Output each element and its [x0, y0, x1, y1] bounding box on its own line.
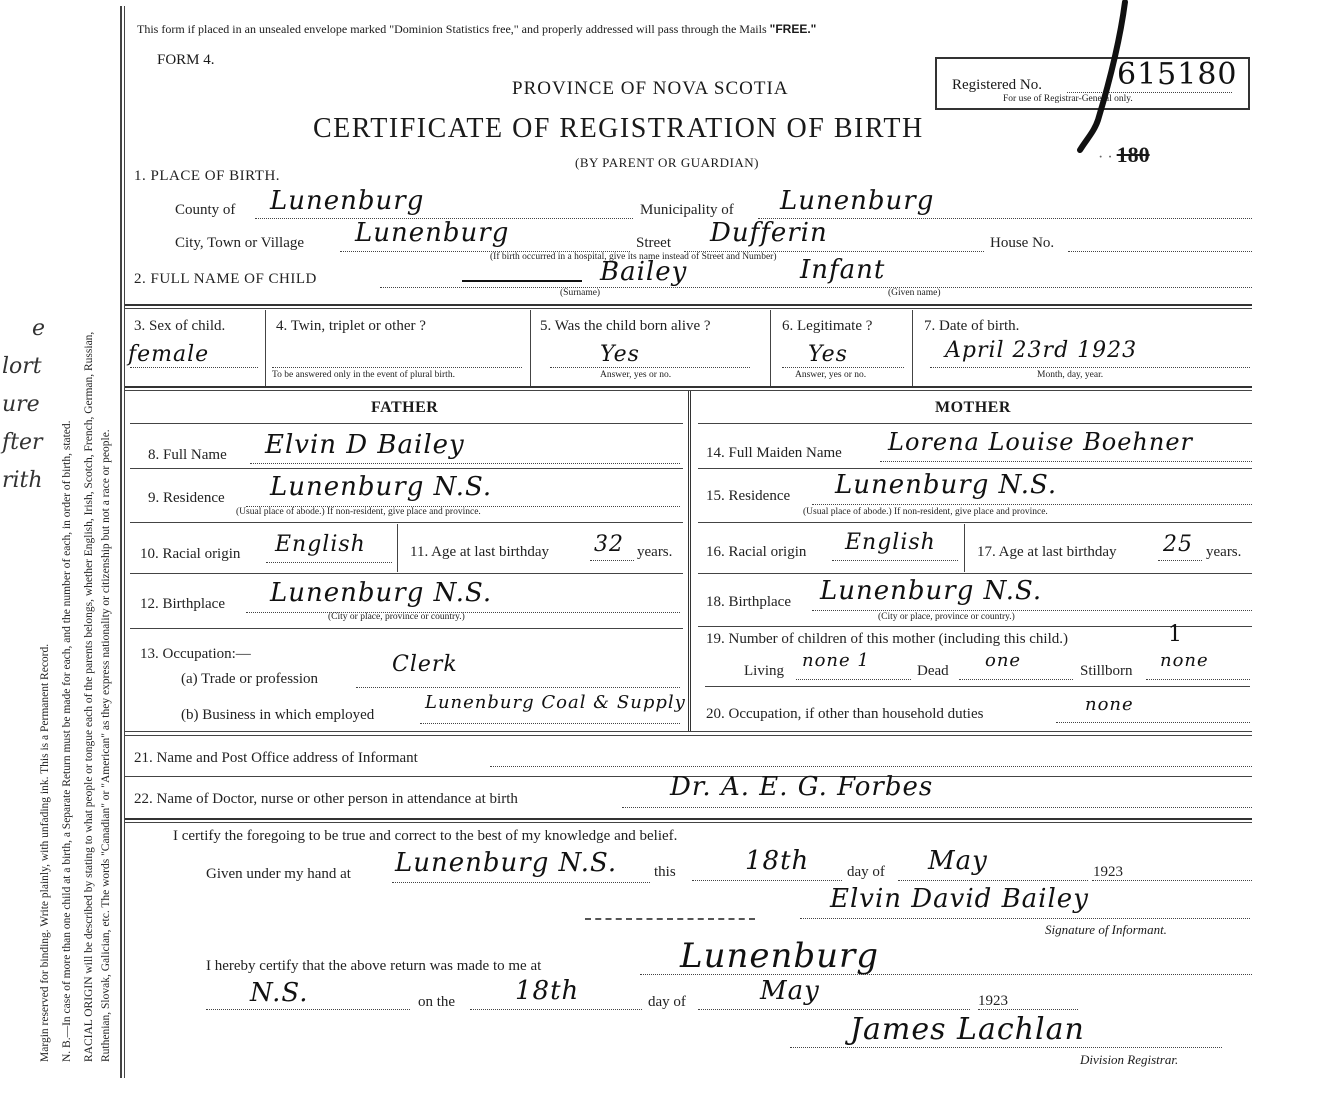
mother-rule-5	[705, 686, 1250, 687]
stamp-number: · · 180	[1098, 142, 1150, 167]
registrar-place-value: Lunenburg	[680, 936, 880, 976]
informant-signature-line	[800, 918, 1250, 919]
father-heading: FATHER	[371, 399, 439, 416]
dob-label: 7. Date of birth.	[924, 318, 1020, 334]
given-caption: (Given name)	[888, 288, 941, 298]
mother-res-line	[812, 504, 1252, 505]
mother-birth-label: 18. Birthplace	[706, 594, 791, 610]
sex-value: female	[128, 342, 210, 367]
mother-res-label: 15. Residence	[706, 488, 791, 504]
registrar-caption: Division Registrar.	[1080, 1052, 1179, 1067]
father-trade-line	[356, 687, 680, 688]
mother-rule-2	[698, 522, 1252, 523]
margin-note: lort	[2, 354, 42, 379]
registrar-month-line	[698, 1009, 970, 1010]
margin-handwritten-notes	[2, 310, 45, 500]
mother-name-value: Lorena Louise Boehner	[888, 428, 1194, 456]
margin-line-3: RACIAL ORIGIN will be described by stating to what people or tongue each of the parents belongs, whether English, Irish, Scotch, French, German, Russian,	[83, 331, 95, 1062]
mother-age-label: 17. Age at last birthday	[977, 544, 1117, 560]
margin-note: fter	[2, 430, 43, 455]
twin-note: To be answered only in the event of plural birth.	[272, 370, 455, 380]
mother-occ-label: 20. Occupation, if other than household duties	[706, 706, 984, 722]
father-birth-value: Lunenburg N.S.	[270, 578, 493, 608]
registered-note: For use of Registrar-General only.	[1003, 94, 1133, 104]
registrar-signature: James Lachlan	[850, 1012, 1085, 1047]
registrar-day-line	[470, 1009, 642, 1010]
twin-line	[272, 367, 522, 368]
father-race-age-divider	[397, 524, 398, 572]
mother-age-line	[1158, 560, 1202, 561]
informant-caption: Signature of Informant.	[1045, 922, 1167, 937]
living-value: none 1	[802, 650, 870, 671]
father-race-line	[266, 562, 392, 563]
signature-scribble	[585, 918, 755, 920]
dob-note: Month, day, year.	[1037, 370, 1104, 380]
father-age-unit: years.	[637, 544, 673, 560]
month-value: May	[928, 846, 988, 876]
rule-under-father	[130, 423, 683, 424]
margin-note-nb	[60, 420, 75, 1062]
given-place-line	[392, 882, 650, 883]
informant-line	[490, 766, 1252, 767]
house-label: House No.	[990, 235, 1055, 251]
father-birth-label: 12. Birthplace	[140, 596, 225, 612]
rule-after-name-2	[125, 308, 1252, 309]
legitimate-label: 6. Legitimate ?	[782, 318, 873, 334]
certify-statement: I certify the foregoing to be true and correct to the best of my knowledge and belief.	[173, 828, 678, 844]
divider-4-5	[530, 310, 531, 386]
father-age-label: 11. Age at last birthday	[410, 544, 549, 560]
on-the-label: on the	[418, 994, 456, 1010]
dob-value: April 23rd 1923	[945, 338, 1138, 363]
mother-rule-1	[698, 468, 1252, 469]
this-label: this	[654, 864, 676, 880]
stillborn-line	[1146, 679, 1250, 680]
stillborn-label: Stillborn	[1080, 663, 1133, 679]
county-label: County of	[175, 202, 236, 218]
margin-note-racial-2	[99, 429, 114, 1062]
city-value: Lunenburg	[355, 218, 510, 248]
father-res-value: Lunenburg N.S.	[270, 472, 493, 502]
margin-note: ure	[2, 392, 40, 417]
margin-line-4: Ruthenian, Slovak, Galician, etc. The words "Canadian" or "American" as they express nationality or citizenship but not a race or people.	[100, 429, 112, 1062]
mother-occ-line	[1056, 722, 1250, 723]
father-name-line	[250, 463, 680, 464]
alive-label: 5. Was the child born alive ?	[540, 318, 711, 334]
county-value: Lunenburg	[270, 186, 425, 216]
margin-instructions	[38, 644, 53, 1062]
registrar-statement: I hereby certify that the above return was made to me at	[206, 958, 542, 974]
mother-res-value: Lunenburg N.S.	[835, 470, 1058, 500]
father-rule-4	[130, 628, 683, 629]
doctor-value: Dr. A. E. G. Forbes	[670, 772, 934, 802]
registrar-signature-line	[790, 1047, 1222, 1048]
given-under-label: Given under my hand at	[206, 866, 351, 882]
father-business-label: (b) Business in which employed	[181, 707, 375, 723]
house-line	[1068, 251, 1252, 252]
sex-line	[130, 367, 258, 368]
mother-rule-3	[698, 573, 1252, 574]
day-of-label: day of	[847, 864, 885, 880]
postage-note: This form if placed in an unsealed envelope marked "Dominion Statistics free," and properly addressed will pass through the Mails "FREE."	[137, 22, 817, 36]
father-rule-2	[130, 522, 683, 523]
mother-race-value: English	[845, 530, 936, 555]
father-trade-value: Clerk	[392, 652, 458, 677]
rule-after-parents	[125, 731, 1252, 732]
street-value: Dufferin	[710, 218, 828, 248]
rule-under-mother	[698, 423, 1252, 424]
legitimate-line	[782, 367, 904, 368]
mother-race-line	[832, 560, 958, 561]
check-stroke-mark	[1070, 0, 1150, 160]
margin-note-racial	[82, 332, 97, 1062]
mother-res-note: (Usual place of abode.) If non-resident, give place and province.	[803, 507, 1048, 517]
registrar-day-of-label: day of	[648, 994, 686, 1010]
mother-name-label: 14. Full Maiden Name	[706, 445, 842, 461]
informant-signature: Elvin David Bailey	[830, 884, 1089, 914]
day-value: 18th	[745, 846, 810, 876]
divider-3-4	[265, 310, 266, 386]
form-number: FORM 4.	[157, 52, 215, 68]
street-label: Street	[636, 235, 671, 251]
municipality-line	[758, 218, 1252, 219]
father-age-line	[590, 560, 634, 561]
informant-label: 21. Name and Post Office address of Informant	[134, 750, 418, 766]
divider-6-7	[912, 310, 913, 386]
father-business-line	[420, 723, 680, 724]
city-label: City, Town or Village	[175, 235, 305, 251]
legitimate-value: Yes	[808, 342, 848, 367]
father-race-value: English	[275, 532, 366, 557]
sex-label: 3. Sex of child.	[134, 318, 226, 334]
mother-birth-note: (City or place, province or country.)	[878, 612, 1015, 622]
margin-note: rith	[2, 468, 43, 493]
father-name-value: Elvin D Bailey	[265, 430, 465, 460]
father-age-value: 32	[594, 532, 624, 557]
dead-value: one	[985, 650, 1022, 671]
day-line	[692, 880, 842, 881]
mother-children-value: 1	[1168, 622, 1183, 647]
stillborn-value: none	[1160, 650, 1209, 671]
rule-after-parents-2	[125, 735, 1252, 736]
registrar-place-line-2	[206, 1009, 410, 1010]
registered-value: 615180	[1117, 57, 1238, 92]
mother-age-unit: years.	[1206, 544, 1242, 560]
father-trade-label: (a) Trade or profession	[181, 671, 319, 687]
certificate-title: CERTIFICATE OF REGISTRATION OF BIRTH	[313, 113, 924, 144]
rule-before-certification-2	[125, 822, 1252, 823]
child-name-line	[380, 287, 1252, 288]
alive-value: Yes	[600, 342, 640, 367]
rule-before-certification	[125, 818, 1252, 820]
father-res-note: (Usual place of abode.) If non-resident, give place and province.	[236, 507, 481, 517]
margin-line-1: Margin reserved for binding. Write plainly, with unfading ink. This is a Permanent Record.	[39, 643, 51, 1062]
binding-margin-line	[120, 6, 122, 1078]
surname-caption: (Surname)	[560, 288, 601, 298]
father-name-label: 8. Full Name	[148, 447, 227, 463]
doctor-label: 22. Name of Doctor, nurse or other person in attendance at birth	[134, 791, 518, 807]
father-occ-label: 13. Occupation:—	[140, 646, 251, 662]
mother-age-value: 25	[1163, 532, 1193, 557]
dob-line	[930, 367, 1250, 368]
father-business-value: Lunenburg Coal & Supply	[425, 692, 686, 713]
year-value: 1923	[1093, 864, 1123, 880]
living-label: Living	[744, 663, 784, 679]
province-heading: PROVINCE OF NOVA SCOTIA	[512, 78, 789, 99]
child-surname-value: Bailey	[600, 257, 688, 287]
mother-heading: MOTHER	[935, 399, 1011, 416]
registrar-place-value-2: N.S.	[250, 978, 309, 1008]
registrar-day-value: 18th	[515, 976, 580, 1006]
father-res-label: 9. Residence	[148, 490, 225, 506]
father-birth-note: (City or place, province or country.)	[328, 612, 465, 622]
mother-race-label: 16. Racial origin	[706, 544, 807, 560]
mother-race-age-divider	[964, 524, 965, 572]
father-rule-3	[130, 573, 683, 574]
mother-name-line	[880, 461, 1252, 462]
binding-margin-line-inner	[124, 6, 125, 1078]
alive-note: Answer, yes or no.	[600, 370, 672, 380]
month-line	[898, 880, 1088, 881]
registered-label: Registered No.	[952, 77, 1042, 93]
certificate-subtitle: (BY PARENT OR GUARDIAN)	[575, 155, 760, 170]
child-given-value: Infant	[800, 255, 886, 285]
mother-children-label: 19. Number of children of this mother (including this child.)	[706, 631, 1069, 647]
father-rule-1	[130, 468, 683, 469]
father-mother-divider	[688, 391, 691, 731]
father-race-label: 10. Racial origin	[140, 546, 241, 562]
twin-label: 4. Twin, triplet or other ?	[276, 318, 426, 334]
hospital-note: (If birth occurred in a hospital, give its name instead of Street and Number)	[490, 252, 777, 262]
municipality-label: Municipality of	[640, 202, 734, 218]
margin-note: e	[32, 316, 46, 341]
divider-5-6	[770, 310, 771, 386]
margin-line-2: N. B.—In case of more than one child at a birth, a Separate Return must be made for each, and the number of each, in order of birth, stated.	[61, 420, 73, 1062]
place-of-birth-heading: 1. PLACE OF BIRTH.	[134, 168, 281, 184]
mother-birth-value: Lunenburg N.S.	[820, 576, 1043, 606]
registrar-year-value: 1923	[978, 993, 1008, 1009]
doctor-line	[622, 807, 1252, 808]
mother-birth-line	[812, 610, 1252, 611]
municipality-value: Lunenburg	[780, 186, 935, 216]
alive-line	[550, 367, 750, 368]
mother-occ-value: none	[1085, 694, 1134, 715]
child-name-dash	[462, 280, 582, 282]
given-place-value: Lunenburg N.S.	[395, 848, 618, 878]
child-name-label: 2. FULL NAME OF CHILD	[134, 271, 317, 287]
living-line	[796, 679, 911, 680]
registrar-month-value: May	[760, 976, 820, 1006]
dead-line	[959, 679, 1073, 680]
legitimate-note: Answer, yes or no.	[795, 370, 867, 380]
dead-label: Dead	[917, 663, 949, 679]
rule-after-name	[125, 304, 1252, 306]
rule-after-row3	[125, 386, 1252, 388]
